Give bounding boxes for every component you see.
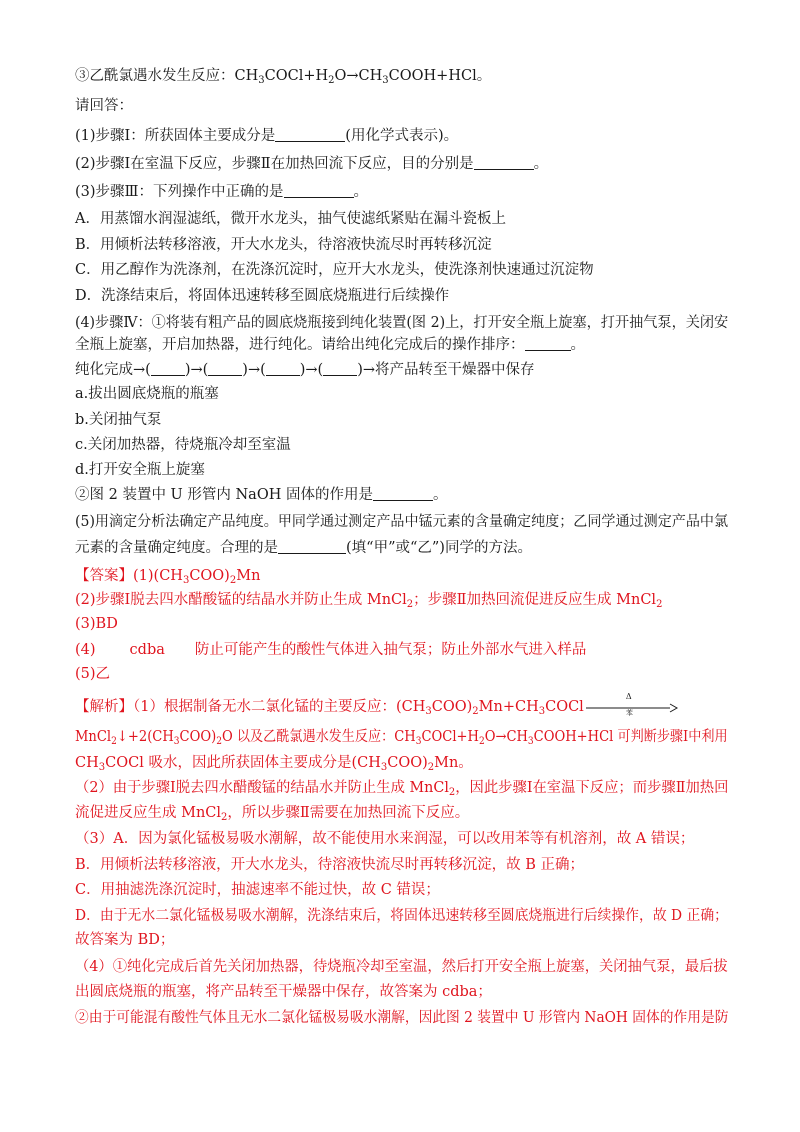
sequence-blank-1 <box>151 361 185 376</box>
explanation-line-1: 【解析】（1）根据制备无水二氯化锰的主要反应：$(CH_3COO)_2Mn+CH_3COCl$ Δ 苯 <box>75 697 678 717</box>
answer-2: (2)步骤Ⅰ脱去四水醋酸锰的结晶水并防止生成 MnCl$_2$；步骤Ⅱ加热回流促进反应生成 MnCl$_2$ <box>75 592 663 610</box>
explanation-line-3: $CH_3COCl$ 吸水，因此所获固体主要成分是$(CH_3COO)_2Mn$。 <box>75 755 473 773</box>
question-2: (2)步骤Ⅰ在室温下反应，步骤Ⅱ在加热回流下反应，目的分别是 。 <box>75 156 549 172</box>
explanation-line-13: ②由于可能混有酸性气体且无水二氯化锰极易吸水潮解，因此图 2 装置中 U 形管内 NaOH 固体的作用是防 <box>75 1010 729 1026</box>
answer-blank <box>275 127 345 142</box>
explanation-line-10: 故答案为 BD； <box>75 932 175 948</box>
step-d: d.打开安全瓶上旋塞 <box>75 462 205 478</box>
answer-blank <box>373 486 433 501</box>
step-c: c.关闭加热器，待烧瓶冷却至室温 <box>75 437 291 453</box>
question-4-part-2: ②图 2 装置中 U 形管内 NaOH 固体的作用是 。 <box>75 487 448 503</box>
purification-sequence: 纯化完成→( )→( )→( )→( )→将产品转至干燥器中保存 <box>75 362 535 378</box>
option-d: D．洗涤结束后，将固体迅速转移至圆底烧瓶进行后续操作 <box>75 288 450 304</box>
reaction-condition-heat: Δ <box>625 692 632 701</box>
reaction-arrow <box>584 692 678 717</box>
question-5-line-1: (5)用滴定分析法确定产品纯度。甲同学通过测定产品中锰元素的含量确定纯度；乙同学通过测定产品中氯 <box>75 514 729 530</box>
explanation-line-7: B．用倾析法转移溶液，开大水龙头，待溶液快流尽时再转移沉淀，故 B 正确； <box>75 857 585 873</box>
question-5-line-2: 元素的含量确定纯度。合理的是 (填“甲”或“乙”)同学的方法。 <box>75 540 532 556</box>
sequence-blank-3 <box>266 361 300 376</box>
step-b: b.关闭抽气泵 <box>75 412 162 428</box>
explanation-line-8: C．用抽滤洗涤沉淀时，抽滤速率不能过快，故 C 错误； <box>75 882 440 898</box>
reaction-condition-solvent: 苯 <box>625 709 633 717</box>
question-4-line-2: 全瓶上旋塞，开启加热器，进行纯化。请给出纯化完成后的操作排序： 。 <box>75 337 585 353</box>
explanation-line-2: $MnCl_2↓+2(CH_3COO)_2O$ 以及乙酰氯遇水发生反应：$CH_3COCl+H_2O\to CH_3COOH+HCl$ 可判断步骤Ⅰ中利用 <box>75 729 728 747</box>
answer-blank <box>474 155 534 170</box>
explanation-line-11: （4）①纯化完成后首先关闭加热器，待烧瓶冷却至室温，然后打开安全瓶上旋塞，关闭抽气泵，最后拔 <box>75 959 728 975</box>
sequence-blank-4 <box>323 361 357 376</box>
answer-blank <box>525 336 571 351</box>
sequence-blank-2 <box>208 361 242 376</box>
question-3: (3)步骤Ⅲ：下列操作中正确的是 。 <box>75 184 369 200</box>
answer-3: (3)BD <box>75 616 118 632</box>
answer-blank <box>284 183 354 198</box>
explanation-line-9: D．由于无水二氯化锰极易吸水潮解，洗涤结束后，将固体迅速转移至圆底烧瓶进行后续操作，故 D 正确； <box>75 908 728 924</box>
explanation-line-12: 出圆底烧瓶的瓶塞，将产品转至干燥器中保存，故答案为 cdba； <box>75 984 492 1000</box>
option-a: A．用蒸馏水润湿滤纸，微开水龙头，抽气使滤纸紧贴在漏斗瓷板上 <box>75 211 506 227</box>
question-note-3: ③乙酰氯遇水发生反应：$CH_3COCl+H_2O\to CH_3COOH+HCl$。 <box>75 68 492 86</box>
question-4-line-1: (4)步骤Ⅳ：①将装有粗产品的圆底烧瓶接到纯化装置(图 2)上，打开安全瓶上旋塞，打开抽气泵，关闭安 <box>75 315 729 331</box>
answer-1: 【答案】$(1)(CH_3COO)_2Mn$ <box>75 568 261 586</box>
explanation-line-4: （2）由于步骤Ⅰ脱去四水醋酸锰的结晶水并防止生成 MnCl$_2$，因此步骤Ⅰ在室温下反应；而步骤Ⅱ加热回 <box>75 780 729 798</box>
explanation-line-5: 流促进反应生成 MnCl$_2$，所以步骤Ⅱ需要在加热回流下反应。 <box>75 805 470 823</box>
step-a: a.拔出圆底烧瓶的瓶塞 <box>75 386 219 402</box>
answer-blank <box>278 539 346 554</box>
option-c: C．用乙醇作为洗涤剂，在洗涤沉淀时，应开大水龙头，使洗涤剂快速通过沉淀物 <box>75 262 594 278</box>
answer-4: (4) cdba 防止可能产生的酸性气体进入抽气泵；防止外部水气进入样品 <box>75 642 587 658</box>
question-1: (1)步骤Ⅰ：所获固体主要成分是 (用化学式表示)。 <box>75 128 459 144</box>
please-answer: 请回答： <box>75 98 133 114</box>
explanation-line-6: （3）A．因为氯化锰极易吸水潮解，故不能使用水来润湿，可以改用苯等有机溶剂，故 A 错误； <box>75 831 695 847</box>
option-b: B．用倾析法转移溶液，开大水龙头，待溶液快流尽时再转移沉淀 <box>75 237 492 253</box>
answer-5: (5)乙 <box>75 666 111 682</box>
